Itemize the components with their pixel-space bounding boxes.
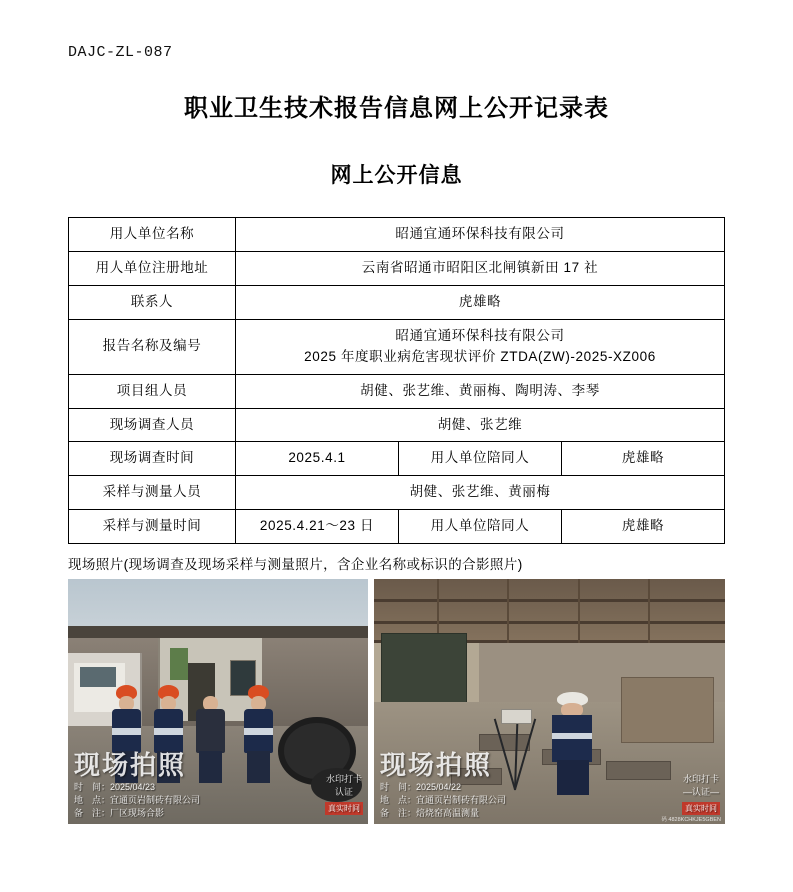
worker-figure — [194, 685, 227, 783]
row-mid-value: 虎雄略 — [562, 510, 725, 544]
worker-legs — [199, 751, 223, 782]
watermark-title: 现场拍照 — [74, 750, 187, 781]
tripod-leg — [494, 719, 516, 790]
tripod-instrument — [486, 716, 542, 790]
watermark-place: 地 点：宜通页岩制砖有限公司 — [380, 795, 507, 806]
roof-beam — [374, 621, 725, 624]
row-label: 现场调查时间 — [69, 442, 236, 476]
worker-legs — [247, 751, 271, 782]
row-label: 报告名称及编号 — [69, 319, 236, 374]
row-value: 虎雄略 — [236, 285, 725, 319]
watermark-time: 时 间：2025/04/22 — [380, 782, 462, 793]
worker-body — [196, 709, 225, 753]
watermark-note: 备 注：焙烧窑高温测量 — [380, 808, 480, 819]
photo-section-caption: 现场照片(现场调查及现场采样与测量照片，含企业名称或标识的合影照片) — [68, 557, 523, 573]
site-photo-group — [68, 579, 368, 824]
worker-figure — [550, 692, 596, 795]
row-value: 胡健、张艺维、黄丽梅 — [236, 476, 725, 510]
watermark-details — [74, 781, 200, 820]
row-value: 2025.4.1 — [236, 442, 399, 476]
badge-line-2: 认证 — [334, 787, 353, 798]
row-label: 项目组人员 — [69, 374, 236, 408]
row-value: 云南省昭通市昭阳区北闸镇新田 17 社 — [236, 251, 725, 285]
report-name-line2: 2025 年度职业病危害现状评价 ZTDA(ZW)-2025-XZ006 — [304, 348, 656, 364]
row-label: 采样与测量时间 — [69, 510, 236, 544]
watermark-title: 现场拍照 — [380, 750, 493, 781]
row-value: 胡健、张艺维 — [236, 408, 725, 442]
table-row — [69, 218, 725, 252]
page-subtitle: 网上公开信息 — [330, 164, 463, 187]
measurement-device — [501, 709, 532, 724]
row-label: 采样与测量人员 — [69, 476, 236, 510]
badge-line-1: 水印打卡 — [682, 774, 719, 785]
table-row — [69, 251, 725, 285]
watermark-place: 地 点：宜通页岩制砖有限公司 — [74, 795, 201, 806]
worker-stripe — [112, 728, 141, 735]
watermark-badge — [682, 772, 720, 816]
roof-beam — [374, 599, 725, 602]
row-mid-label: 用人单位陪同人 — [399, 442, 562, 476]
watermark-note: 备 注：厂区现场合影 — [74, 808, 165, 819]
worker-stripe — [154, 728, 183, 735]
table-row — [69, 442, 725, 476]
worker-stripe — [552, 733, 592, 739]
public-info-table — [68, 217, 725, 544]
table-row — [69, 510, 725, 544]
row-label: 用人单位注册地址 — [69, 251, 236, 285]
badge-line-3: 真实时间 — [325, 802, 363, 815]
page-title: 职业卫生技术报告信息网上公开记录表 — [184, 95, 609, 122]
kiln-structure — [621, 677, 714, 743]
row-label: 用人单位名称 — [69, 218, 236, 252]
row-value: 胡健、张艺维、黄丽梅、陶明涛、李琴 — [236, 374, 725, 408]
table-row — [69, 408, 725, 442]
table-row — [69, 319, 725, 374]
row-label: 联系人 — [69, 285, 236, 319]
row-value — [236, 319, 725, 374]
row-mid-value: 虎雄略 — [562, 442, 725, 476]
row-mid-label: 用人单位陪同人 — [399, 510, 562, 544]
report-name-line1: 昭通宜通环保科技有限公司 — [395, 327, 565, 343]
worker-stripe — [244, 728, 273, 735]
worker-legs — [557, 760, 589, 795]
badge-line-1: 水印打卡 — [325, 774, 362, 785]
site-photo-measurement — [374, 579, 725, 824]
badge-line-3: 真实时间 — [682, 802, 720, 815]
badge-line-2: —认证— — [682, 787, 719, 798]
document-code: DAJC-ZL-087 — [68, 44, 173, 61]
table-row — [69, 285, 725, 319]
table-row — [69, 374, 725, 408]
pallet — [606, 761, 671, 780]
watermark-badge — [325, 772, 363, 816]
row-value: 2025.4.21～23 日 — [236, 510, 399, 544]
row-label: 现场调查人员 — [69, 408, 236, 442]
building-roof — [68, 626, 368, 638]
photo-gallery — [68, 579, 725, 824]
green-panel — [170, 648, 188, 680]
watermark-details — [380, 781, 506, 820]
row-value: 昭通宜通环保科技有限公司 — [236, 218, 725, 252]
watermark-time: 时 间：2025/04/23 — [74, 782, 156, 793]
worker-figure — [242, 685, 275, 783]
table-row — [69, 476, 725, 510]
watermark-code: 码 4828KCHKJE5GBEN — [661, 817, 721, 824]
